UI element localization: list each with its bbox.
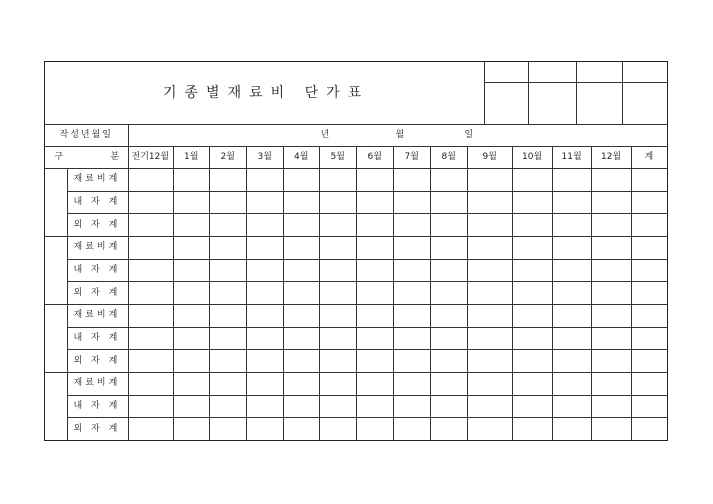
header-gubun-right: 분	[110, 152, 120, 162]
header-month-1: 1월	[184, 152, 199, 162]
row-divider	[67, 417, 667, 418]
row-divider	[67, 395, 667, 396]
group-divider	[45, 236, 667, 237]
row-divider	[67, 259, 667, 260]
approval-box-header-line	[484, 82, 667, 83]
group-divider	[45, 304, 667, 305]
header-month-12: 12월	[601, 152, 622, 162]
row-divider	[67, 327, 667, 328]
header-month-11: 11월	[561, 152, 582, 162]
row-label: 재료비계	[73, 242, 121, 253]
header-month-2: 2월	[220, 152, 235, 162]
row-label: 재료비계	[73, 310, 121, 321]
header-prev-month: 전기12월	[131, 152, 170, 162]
cost-table-form	[44, 61, 668, 441]
row-divider	[67, 213, 667, 214]
row-label: 외 자 계	[73, 287, 121, 298]
row-label: 재료비계	[73, 378, 121, 389]
header-month-9: 9월	[482, 152, 497, 162]
header-month-6: 6월	[367, 152, 382, 162]
approval-box-divider	[484, 62, 485, 124]
row-label: 내 자 계	[73, 401, 121, 411]
header-month-4: 4월	[294, 152, 309, 162]
row-label: 외 자 계	[73, 355, 121, 366]
row-label: 재료비계	[73, 174, 121, 185]
header-month-5: 5월	[330, 152, 345, 162]
row-label: 외 자 계	[73, 219, 121, 230]
row-label: 내 자 계	[73, 197, 121, 207]
date-label: 작성년월일	[59, 130, 113, 140]
approval-box-divider	[528, 62, 529, 124]
header-month-7: 7월	[404, 152, 419, 162]
date-year: 년	[320, 130, 330, 140]
form-title: 기종별재료비 단가표	[163, 85, 370, 101]
row-divider	[67, 191, 667, 192]
date-day: 일	[464, 130, 474, 140]
date-month: 월	[395, 130, 405, 140]
header-month-10: 10월	[522, 152, 543, 162]
row-divider	[67, 281, 667, 282]
header-month-3: 3월	[257, 152, 272, 162]
title-row-bottom	[45, 124, 667, 125]
row-divider	[67, 349, 667, 350]
group-divider	[45, 372, 667, 373]
approval-box-divider	[622, 62, 623, 124]
row-label: 내 자 계	[73, 333, 121, 343]
row-label: 외 자 계	[73, 423, 121, 434]
header-month-8: 8월	[441, 152, 456, 162]
approval-box-divider	[576, 62, 577, 124]
header-gubun-left: 구	[54, 152, 64, 162]
group-col-divider	[67, 168, 68, 440]
row-label: 내 자 계	[73, 265, 121, 275]
header-total: 계	[644, 152, 654, 162]
